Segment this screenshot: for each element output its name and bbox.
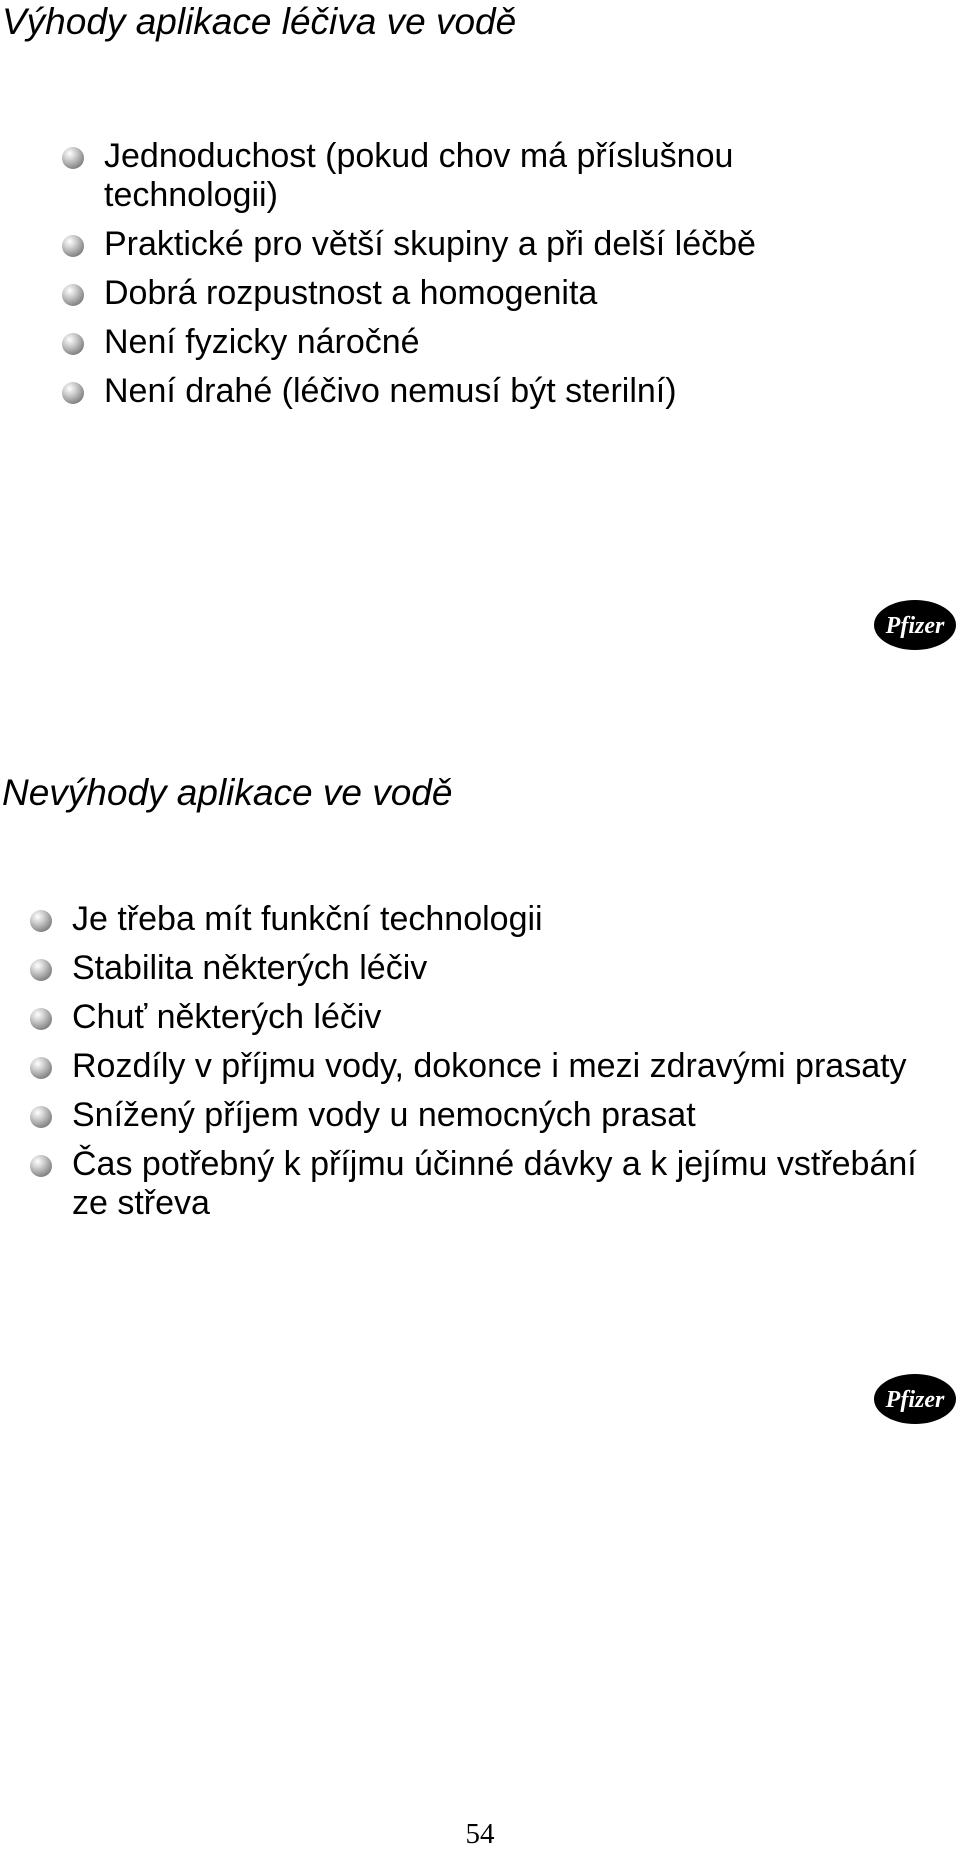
pfizer-logo — [872, 1372, 958, 1426]
sphere-bullet-icon — [62, 284, 84, 306]
sphere-bullet-icon — [62, 382, 84, 404]
sphere-bullet-icon — [62, 333, 84, 355]
bullet-text: Jednoduchost (pokud chov má příslušnou technologii) — [104, 137, 734, 214]
bullet-text: Není drahé (léčivo nemusí být sterilní) — [104, 372, 677, 410]
list-item — [30, 1047, 932, 1086]
sphere-bullet-icon — [30, 1008, 52, 1030]
bullet-text: Je třeba mít funkční technologii — [72, 900, 543, 938]
bullet-text: Snížený příjem vody u nemocných prasat — [72, 1096, 696, 1134]
list-item — [30, 998, 932, 1037]
list-item — [62, 137, 864, 215]
bullet-text: Chuť některých léčiv — [72, 998, 382, 1036]
list-item — [62, 323, 864, 362]
bullet-text: Stabilita některých léčiv — [72, 949, 428, 987]
list-item — [30, 1145, 932, 1223]
list-item — [30, 949, 932, 988]
list-item — [30, 1096, 932, 1135]
bullet-list — [62, 137, 864, 421]
slide-disadvantages — [0, 760, 960, 1520]
sphere-bullet-icon — [30, 910, 52, 932]
list-item — [30, 900, 932, 939]
list-item — [62, 372, 864, 411]
bullet-text: Praktické pro větší skupiny a při delší léčbě — [104, 225, 756, 263]
sphere-bullet-icon — [30, 959, 52, 981]
bullet-text: Čas potřebný k příjmu účinné dávky a k jejímu vstřebání ze střeva — [72, 1145, 917, 1222]
pfizer-logo — [872, 598, 958, 652]
sphere-bullet-icon — [30, 1057, 52, 1079]
logo-wordmark: Pfizer — [885, 1387, 945, 1413]
bullet-text: Rozdíly v příjmu vody, dokonce i mezi zdravými prasaty — [72, 1047, 907, 1085]
logo-wordmark: Pfizer — [885, 613, 945, 639]
bullet-list — [30, 900, 932, 1233]
list-item — [62, 225, 864, 264]
sphere-bullet-icon — [30, 1155, 52, 1177]
slide-advantages — [0, 0, 960, 760]
slide-title: Nevýhody aplikace ve vodě — [2, 772, 453, 813]
bullet-text: Není fyzicky náročné — [104, 323, 420, 361]
sphere-bullet-icon — [62, 235, 84, 257]
sphere-bullet-icon — [62, 147, 84, 169]
slide-title: Výhody aplikace léčiva ve vodě — [2, 1, 517, 42]
bullet-text: Dobrá rozpustnost a homogenita — [104, 274, 598, 312]
page-number: 54 — [465, 1818, 495, 1850]
sphere-bullet-icon — [30, 1106, 52, 1128]
list-item — [62, 274, 864, 313]
